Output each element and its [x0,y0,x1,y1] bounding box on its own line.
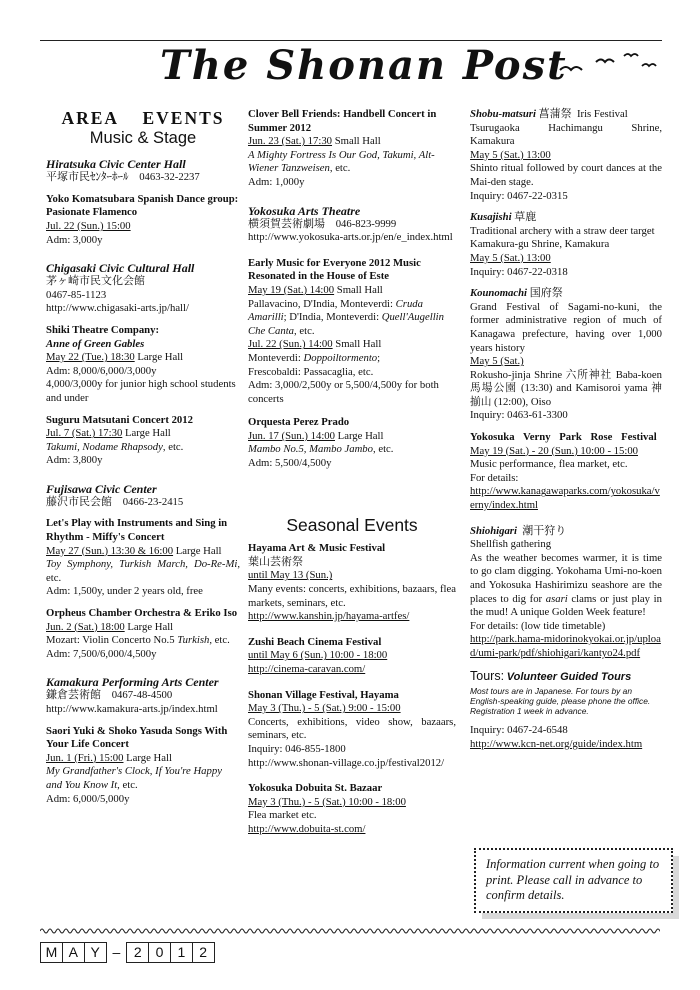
event-title: Shiohigari [470,524,517,537]
event-heading [470,525,662,539]
program-rest: , etc. [117,778,138,791]
date-dash: – [112,944,121,960]
event-admission: Adm: 3,800y [46,454,103,467]
program-title: A Mighty Fortress Is Our God, Takumi, Alt-Wiener Tanzweisen [248,148,435,175]
event-saori [46,725,240,807]
event-hayama [248,542,456,624]
venue-url[interactable]: http://www.kamakura-arts.jp/index.html [46,703,218,715]
event-inquiry: Inquiry: 0467-22-0315 [470,189,568,202]
venue-url[interactable]: http://www.chigasaki-arts.jp/hall/ [46,302,189,315]
event-title-en: Iris Festival [576,108,628,120]
area-events-heading: AREA EVENTS [61,108,225,128]
date-letter: Y [84,942,107,963]
column-middle [248,108,456,837]
event-title: Kusajishi [470,211,512,224]
event-date: May 22 (Tue.) 18:30 [46,351,135,364]
event-url[interactable]: http://cinema-caravan.com/ [248,663,366,675]
event-perez [248,416,456,470]
event-description: Grand Festival of Sagami-no-kuni, the former administrative region of much of Kanagawa prefecture, having over 1,000 years history [470,300,662,354]
issue-date [40,940,213,964]
event-place: Tsurugaoka Hachimangu Shrine, Kamakura [470,121,662,148]
event-admission-extra: 4,000/3,000y for junior high school students and under [46,378,236,404]
event-description [470,552,662,620]
event-jp: 葉山芸術祭 [248,555,303,568]
event-admission: Adm: 5,500/4,500y [248,457,332,470]
program-title: My Grandfather's Clock, If You're Happy and You Know It [46,765,222,791]
program-title: Mambo No.5, Mambo Jambo [248,443,373,456]
event-date: Jul. 22 (Sun.) 15:00 [46,219,131,232]
event-admission: Adm: 8,000/6,000/3,000y [46,364,157,377]
venue-jp: 横須賀芸術劇場 [248,217,325,230]
event-date: Jun. 17 (Sun.) 14:00 [248,429,335,442]
event-orpheus [46,607,240,661]
venue-jp: 鎌倉芸術館 [46,689,101,702]
date-digit: 2 [192,942,215,963]
program-pre: Mozart: Violin Concerto No.5 [46,634,178,647]
event-title: Kounomachi [470,287,528,300]
event-title: Yoko Komatsubara Spanish Dance group: Pasionate Flamenco [46,192,239,219]
program-text: Monteverdi: [248,351,304,364]
event-program [46,558,240,585]
event-title: Yokosuka Verny Park Rose Festival [470,431,657,444]
program-title: Turkish [177,634,210,647]
column-left [46,108,240,806]
event-date: May 19 (Sat.) - 20 (Sun.) 10:00 - 15:00 [470,444,639,457]
event-shonan-village [248,689,456,771]
column-right [470,108,662,751]
event-heading [470,211,662,225]
event-heading [470,108,662,122]
tours-title: Volunteer Guided Tours [506,670,632,683]
event-date: Jul. 7 (Sat.) 17:30 [46,427,123,440]
date-letter: A [62,942,85,963]
event-place: Kamakura-gu Shrine, Kamakura [470,238,610,251]
event-date: May 5 (Sat.) 13:00 [470,148,551,161]
event-shiohigari [470,525,662,661]
tours-label: Tours: [470,668,505,683]
tours-note: Most tours are in Japanese. For tours by an English-speaking guide, please phone the office. Registration 1 week in advance. [470,686,651,717]
event-url[interactable]: http://www.kanshin.jp/hayama-artfes/ [248,610,410,623]
event-date-line [248,135,456,149]
event-date: Jun. 1 (Fri.) 15:00 [46,751,124,764]
event-title: Clover Bell Friends: Handbell Concert in Summer 2012 [248,108,437,134]
event-title: Orpheus Chamber Orchestra & Eriko Iso [46,607,238,620]
event-date-line [248,338,456,352]
event-program [46,634,240,648]
venue-jp: 平塚市民ｾﾝﾀｰﾎｰﾙ [46,171,129,184]
event-miffy [46,517,240,599]
event-jp: 菖蒲祭 [538,108,572,120]
event-date: Jul. 22 (Sun.) 14:00 [248,338,333,351]
venue-phone: 0466-23-2415 [122,495,184,508]
event-admission: Adm: 1,500y, under 2 years old, free [46,585,203,598]
event-title: Shonan Village Festival, Hayama [248,688,399,701]
event-hall: Small Hall [334,283,383,296]
program-title: Cruda Amarilli [248,297,423,324]
masthead-title: The Shonan Post [160,42,568,89]
program-rest: , etc. [372,443,394,456]
event-description: Concerts, exhibitions, video show, bazaars, seminars, etc. [248,715,456,742]
venue-phone: 0467-85-1123 [46,288,107,301]
program-text: , etc. [294,324,315,337]
event-title: Early Music for Everyone 2012 Music Resonated in the House of Este [248,256,421,283]
event-program [248,443,456,457]
event-jp: 国府祭 [529,287,563,300]
program-title: Quell'Augellin Che Canta [248,311,444,337]
event-details-label: For details: [470,471,519,484]
seagulls-icon [556,50,666,82]
event-date-line [46,351,240,365]
event-dobuita [248,782,456,836]
seasonal-events-heading: Seasonal Events [286,514,418,535]
event-admission: Adm: 6,000/5,000y [46,792,130,805]
event-hall: Large Hall [124,620,174,633]
event-date: May 19 (Sat.) 14:00 [248,283,335,296]
event-title: Suguru Matsutani Concert 2012 [46,413,193,426]
venue-phone: 0467-48-4500 [111,689,173,702]
event-clover [248,108,456,190]
event-url[interactable]: http://park.hama-midorinokyokai.or.jp/upload/umi-park/pdf/shiohigari/kantyo24.pdf [470,633,661,659]
event-program [46,441,240,455]
event-details-label: For details: (low tide timetable) [470,619,606,632]
program-title: Doppoiltormento [303,351,378,364]
date-digit: 2 [126,942,149,963]
program-text: ; D'India, Monteverdi: [283,311,382,324]
event-kounomachi [470,287,662,423]
event-title: Shobu-matsuri [470,108,536,120]
date-letter: M [40,942,63,963]
venue-contact [46,689,240,703]
event-date: May 27 (Sun.) 13:30 & 16:00 [46,544,174,557]
event-program [248,352,456,366]
program-text: ; [377,351,381,364]
event-date-line [46,427,240,441]
event-date-line [248,284,456,298]
tours-url[interactable]: http://www.kcn-net.org/guide/index.htm [470,737,643,750]
event-flamenco [46,193,240,247]
event-title: Let's Play with Instruments and Sing in Rhythm - Miffy's Concert [46,517,228,544]
event-inquiry: Inquiry: 0463-61-3300 [470,409,568,422]
music-stage-heading: Music & Stage [89,128,197,147]
event-date-line [46,752,240,766]
event-verny [470,431,662,513]
program-rest: , etc. [209,634,230,647]
event-matsutani [46,414,240,468]
event-description: Shinto ritual followed by court dances at the Mai-den stage. [470,162,662,188]
venue-phone: 0463-32-2237 [139,171,200,184]
venue-url[interactable]: http://www.yokosuka-arts.or.jp/en/e_index.html [248,231,453,244]
event-admission: Adm: 1,000y [248,175,305,188]
program-title: Toy Symphony, Turkish March, Do-Re-Mi [46,558,238,571]
event-date: Jun. 2 (Sat.) 18:00 [46,620,125,633]
event-kusajishi [470,211,662,279]
tours-inquiry: Inquiry: 0467-24-6548 [470,724,568,737]
event-title: Hayama Art & Music Festival [248,542,386,555]
event-description: Traditional archery with a straw deer target [470,224,655,237]
event-date-line [248,430,456,444]
event-url[interactable]: http://www.dobuita-st.com/ [248,822,366,835]
event-date: May 5 (Sat.) 13:00 [470,251,551,264]
notice-text: Information current when going to print. Please call in advance to confirm details. [474,848,673,913]
event-hall: Large Hall [123,751,172,764]
event-title: Orquesta Perez Prado [248,416,350,429]
venue-jp: 茅ヶ崎市民文化会館 [46,275,145,288]
event-inquiry: Inquiry: 0467-22-0318 [470,265,568,278]
event-url[interactable]: http://www.shonan-village.co.jp/festival2012/ [248,756,445,769]
program-text: Pallavacino, D'India, Monteverdi: [248,297,396,310]
event-title: Shiki Theatre Company: [46,323,160,336]
description-text: As the weather becomes warmer, it is time to go clam digging. Yokohama Umi-no-koen and Yokosuka Hashirimizu seashore are the places to dig for [470,551,662,605]
event-hall: Large Hall [122,427,171,440]
event-subtitle: Shellfish gathering [470,538,552,551]
venue-fujisawa: Fujisawa Civic Center [46,481,157,496]
event-date: May 3 (Thu.) - 5 (Sat.) 10:00 - 18:00 [248,795,406,808]
event-description: Many events: concerts, exhibitions, bazaars, flea markets, seminars, etc. [248,583,456,609]
venue-jp: 藤沢市民会館 [46,495,112,508]
event-date-line [46,621,240,635]
event-date: May 5 (Sat.) [470,355,524,368]
event-date: until May 6 (Sun.) 10:00 - 18:00 [248,649,388,662]
date-digit: 0 [148,942,171,963]
event-heading [470,287,662,301]
venue-contact [248,218,456,232]
program-title: Takumi, Nodame Rhapsody [46,440,163,453]
event-shobu [470,108,662,203]
event-zushi [248,636,456,677]
venue-chigasaki: Chigasaki Civic Cultural Hall [46,261,195,276]
event-date: May 3 (Thu.) - 5 (Sat.) 9:00 - 15:00 [248,702,401,715]
event-jp: 草鹿 [514,211,537,224]
event-title: Zushi Beach Cinema Festival [248,635,382,648]
event-program [248,298,456,339]
event-title: Saori Yuki & Shoko Yasuda Songs With Your Life Concert [46,724,228,751]
event-program [46,765,240,792]
event-hall: Small Hall [332,135,381,148]
event-hall: Large Hall [173,544,222,557]
venue-phone: 046-823-9999 [335,217,397,230]
event-program [248,149,456,176]
event-anne [46,324,240,406]
description-term: asari [545,592,568,605]
event-date: Jun. 23 (Sat.) 17:30 [248,135,333,148]
event-url[interactable]: http://www.kanagawaparks.com/yokosuka/verny/index.html [470,485,660,512]
event-date: until May 13 (Sun.) [248,569,333,582]
event-early-music [248,257,456,407]
event-program: Frescobaldi: Passacaglia, etc. [248,365,374,378]
program-rest: , etc. [329,162,351,175]
event-jp: 潮干狩り [522,524,567,537]
notice-box [474,848,670,916]
event-admission: Adm: 3,000y [46,233,103,246]
tours-section [470,670,662,752]
event-hall: Small Hall [332,338,382,351]
venue-hiratsuka: Hiratsuka Civic Center Hall [46,157,186,172]
event-description: Music performance, flea market, etc. [470,458,628,471]
program-rest: , etc. [162,440,184,453]
wave-divider [40,926,660,936]
event-place: Rokusho-jinja Shrine 六所神社 Baba-koen 馬場公園 (13:30) and Kamisoroi yama 神揃山 (12:00), Oiso [470,368,662,408]
venue-contact [46,496,240,510]
venue-kamakura: Kamakura Performing Arts Center [46,675,219,690]
program-rest: , etc. [46,558,240,584]
tours-heading [470,670,662,685]
event-hall: Large Hall [335,429,384,442]
event-description: Flea market etc. [248,809,317,822]
event-hall: Large Hall [134,351,184,364]
description-text: clams or just play in the mud! A unique Golden Week feature! [470,592,662,619]
event-inquiry: Inquiry: 046-855-1800 [248,742,346,755]
event-subtitle: Anne of Green Gables [46,337,145,350]
venue-yokosuka: Yokosuka Arts Theatre [248,203,361,218]
event-admission: Adm: 3,000/2,500y or 5,500/4,500y for both concerts [248,379,439,405]
venue-contact [46,171,240,185]
event-admission: Adm: 7,500/6,000/4,500y [46,647,157,660]
event-date-line [46,545,240,559]
event-title: Yokosuka Dobuita St. Bazaar [248,782,383,795]
date-digit: 1 [170,942,193,963]
